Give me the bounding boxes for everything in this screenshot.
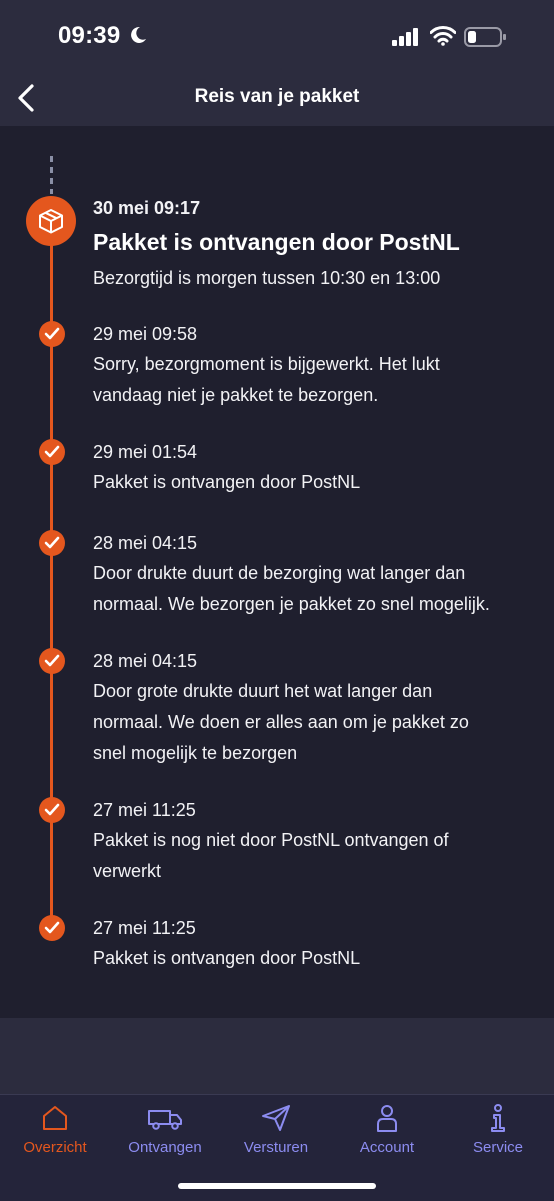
event-text: Sorry, bezorgmoment is bijgewerkt. Het lukt vandaag niet je pakket te bezorgen.: [93, 354, 440, 405]
tab-label: Service: [472, 1139, 524, 1156]
tab-overzicht[interactable]: [0, 1103, 110, 1163]
status-time: 09:39: [58, 22, 121, 49]
tab-label: Versturen: [243, 1139, 309, 1156]
paper-plane-icon: [260, 1103, 292, 1133]
event-date: 29 mei 09:58: [93, 324, 198, 344]
tab-service[interactable]: [443, 1103, 553, 1163]
battery-icon: [464, 26, 508, 48]
event-date: 29 mei 01:54: [93, 442, 198, 462]
event-check-node: [39, 439, 65, 465]
checkmark-icon: [44, 803, 60, 817]
event-text: Pakket is ontvangen door PostNL: [93, 472, 361, 492]
event-text: Pakket is nog niet door PostNL ontvangen of verwerkt: [93, 830, 449, 881]
tab-account[interactable]: [332, 1103, 442, 1163]
truck-icon: [146, 1103, 184, 1133]
page-title: Reis van je pakket: [194, 86, 360, 107]
person-icon: [372, 1103, 402, 1133]
event-date: 28 mei 04:15: [93, 651, 198, 671]
current-event-detail: Bezorgtijd is morgen tussen 10:30 en 13:00: [93, 268, 441, 288]
current-event-headline: Pakket is ontvangen door PostNL: [93, 229, 460, 255]
current-event-date: 30 mei 09:17: [93, 198, 201, 218]
event-date: 28 mei 04:15: [93, 533, 198, 553]
tab-versturen[interactable]: [221, 1103, 331, 1163]
event-text: Door grote drukte duurt het wat langer dan normaal. We doen er alles aan om je pakket zo snel mogelijk te bezorgen: [93, 681, 469, 763]
checkmark-icon: [44, 536, 60, 550]
tab-ontvangen[interactable]: [110, 1103, 220, 1163]
tab-label: Ontvangen: [128, 1139, 202, 1156]
checkmark-icon: [44, 921, 60, 935]
home-icon: [40, 1103, 70, 1133]
event-check-node: [39, 321, 65, 347]
event-date: 27 mei 11:25: [93, 800, 196, 820]
home-indicator[interactable]: [178, 1183, 376, 1189]
tab-label: Overzicht: [23, 1139, 87, 1156]
event-check-node: [39, 648, 65, 674]
status-bar: [0, 0, 554, 70]
moon-icon: [128, 25, 148, 45]
checkmark-icon: [44, 327, 60, 341]
event-text: Door drukte duurt de bezorging wat langer dan normaal. We bezorgen je pakket zo snel mogelijk.: [93, 563, 490, 614]
content-gap: [0, 1018, 554, 1094]
package-icon: [37, 207, 65, 235]
current-status-node: [26, 196, 76, 246]
checkmark-icon: [44, 445, 60, 459]
event-text: Pakket is ontvangen door PostNL: [93, 948, 361, 968]
event-check-node: [39, 797, 65, 823]
info-icon: [483, 1103, 513, 1133]
timeline-dashed-line: [50, 156, 53, 194]
event-date: 27 mei 11:25: [93, 918, 196, 938]
nav-header: [0, 70, 554, 126]
tab-label: Account: [359, 1139, 415, 1156]
event-check-node: [39, 915, 65, 941]
wifi-icon: [430, 26, 456, 46]
cellular-signal-icon: [392, 28, 422, 46]
checkmark-icon: [44, 654, 60, 668]
event-check-node: [39, 530, 65, 556]
